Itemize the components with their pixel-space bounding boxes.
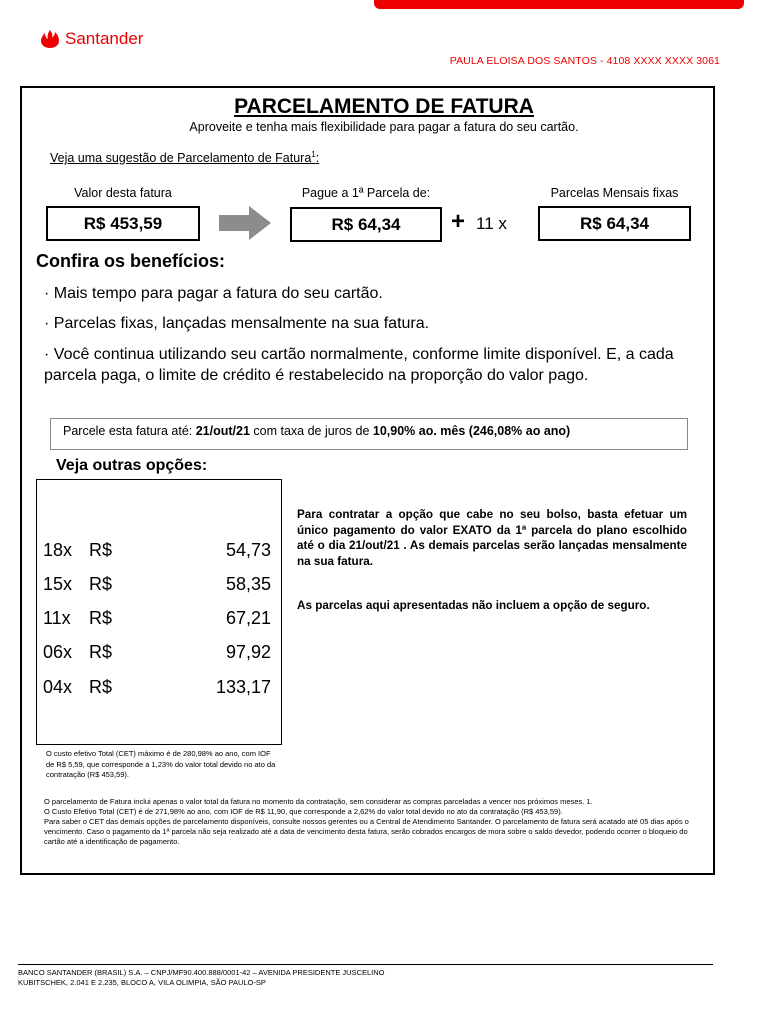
plus-sign: +: [451, 208, 466, 235]
santander-logo: [40, 29, 143, 49]
footnote-marker: 1: [311, 150, 316, 159]
fine-print: O Custo Efetivo Total (CET) é de 271,98% ao ano, com IOF de R$ 11,90, que corresponde a 2,62% do valor total devido no ato da contratação (R$ 453,59).: [44, 807, 563, 816]
cet-note: O custo efetivo Total (CET) máximo é de 280,98% ao ano, com IOF de R$ 5,59, que corresponde a 1,23% do valor total devido no ato da contratação (R$ 453,59).: [46, 749, 276, 779]
monthly-installments-label: Parcelas Mensais fixas: [550, 186, 679, 200]
suggestion-colon: :: [315, 151, 320, 166]
option-value: 133,17: [215, 677, 271, 697]
option-value: 97,92: [225, 642, 271, 662]
rate-value: 10,90% ao. mês (246,08% ao ano): [372, 424, 571, 438]
footer-address: [18, 968, 385, 988]
benefit-item: · Mais tempo para pagar a fatura do seu cartão.: [44, 285, 383, 302]
invoice-value-box: R$ 453,59: [46, 206, 200, 241]
first-installment-label: Pague a 1ª Parcela de:: [301, 186, 431, 200]
footer-divider: [18, 964, 713, 965]
benefit-item: · Parcelas fixas, lançadas mensalmente na sua fatura.: [44, 315, 430, 332]
option-value: 58,35: [225, 574, 271, 594]
option-currency: R$: [89, 540, 113, 560]
rate-middle: com taxa de juros de: [249, 424, 373, 438]
option-count: 11x: [43, 608, 71, 628]
first-installment-box: R$ 64,34: [290, 207, 442, 242]
option-row: [43, 642, 271, 663]
option-currency: R$: [89, 608, 113, 628]
page-title: PARCELAMENTO DE FATURA: [234, 95, 534, 118]
other-options-title: Veja outras opções:: [56, 457, 208, 474]
page-subtitle: Aproveite e tenha mais flexibilidade para pagar a fatura do seu cartão.: [189, 120, 579, 134]
option-value: 67,21: [225, 608, 271, 628]
option-count: 18x: [43, 540, 73, 560]
option-value: 54,73: [225, 540, 271, 560]
installment-count: 11 x: [476, 214, 507, 233]
option-currency: R$: [89, 574, 113, 594]
brand-name: Santander: [65, 29, 144, 48]
suggestion-text: Veja uma sugestão de Parcelamento de Fatura: [50, 151, 312, 166]
fine-print: Para saber o CET das demais opções de parcelamento disponíveis, consulte nossos gerentes ou a Central de Atendimento Santander. O parcelamento de fatura será acatado até 05 dias após o vencimento. Caso o pagamento da 1ª parcela não seja realizado até a data de vencimento desta fatura, serão cobrados encargos de mora sobre o saldo devedor, podendo ocorrer o bloqueio do cartão até a identificação de pagamento.: [44, 817, 689, 846]
interest-rate-box: [50, 418, 688, 450]
suggestion-line: [50, 150, 319, 165]
footer-line: BANCO SANTANDER (BRASIL) S.A. – CNPJ/MF90.400.888/0001-42 – AVENIDA PRESIDENTE JUSCELINO: [18, 968, 385, 977]
option-count: 04x: [43, 677, 73, 697]
benefits-title: Confira os benefícios:: [36, 251, 226, 271]
monthly-installment-box: R$ 64,34: [538, 206, 691, 241]
option-row: [43, 608, 271, 629]
card-holder-line: PAULA ELOISA DOS SANTOS - 4108 XXXX XXXX 3061: [449, 55, 720, 67]
contract-instructions: Para contratar a opção que cabe no seu bolso, basta efetuar um único pagamento do valor EXATO da 1ª parcela do plano escolhido até o dia 21/out/21 . As demais parcelas serão lançadas mensalmente na sua fatura.: [297, 508, 687, 568]
option-row: [43, 677, 271, 698]
arrow-right-icon: [219, 206, 271, 240]
option-count: 15x: [43, 574, 73, 594]
option-currency: R$: [89, 677, 113, 697]
option-row: [43, 540, 271, 561]
option-currency: R$: [89, 642, 113, 662]
top-red-bar: [374, 0, 744, 9]
invoice-value-label: Valor desta fatura: [74, 186, 172, 200]
rate-prefix: Parcele esta fatura até:: [63, 424, 196, 438]
flame-icon: [40, 30, 60, 48]
rate-deadline: 21/out/21: [195, 424, 250, 438]
footer-line: KUBITSCHEK, 2.041 E 2.235, BLOCO A, VILA OLIMPIA, SÃO PAULO-SP: [18, 978, 266, 987]
option-count: 06x: [43, 642, 73, 662]
insurance-note: As parcelas aqui apresentadas não incluem a opção de seguro.: [297, 599, 650, 612]
benefit-item: · Você continua utilizando seu cartão normalmente, conforme limite disponível. E, a cada parcela paga, o limite de crédito é restabelecido na proporção do valor pago.: [44, 346, 674, 384]
fine-print: O parcelamento de Fatura inclui apenas o valor total da fatura no momento da contratação, sem considerar as compras parceladas a vencer nos próximos meses. 1.: [44, 797, 593, 806]
option-row: [43, 574, 271, 595]
